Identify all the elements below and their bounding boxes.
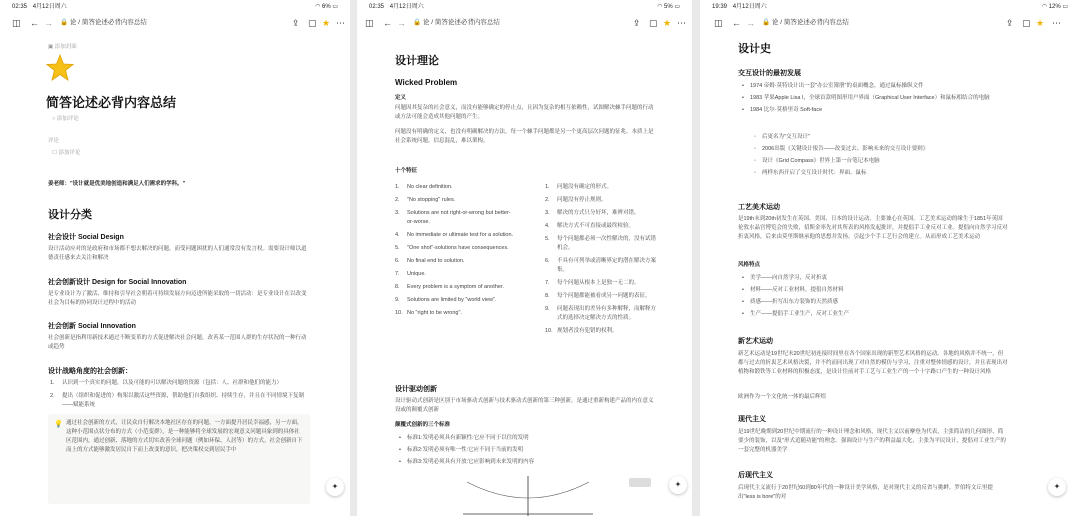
forward-arrow-icon[interactable]: →	[746, 18, 755, 28]
diagram-image	[453, 474, 603, 516]
list-item: • 美学——向自然学习，反对折衷	[740, 274, 1010, 283]
criteria-list	[397, 434, 659, 470]
back-arrow-icon[interactable]: ←	[383, 18, 392, 28]
page-content	[700, 40, 1080, 516]
property-add-comment[interactable]: ☐ 添加评论	[52, 150, 81, 156]
toolbar	[0, 14, 350, 32]
social-innovation-design-text: 是专业设计为了激活、维持和引导社会朝着可持续发展方向迈进所能采取的一切活动：是专业设计在以改变社会为目标的协同设计过程中的活动	[48, 291, 307, 306]
list-item: • 1984 比尔·莫格里奇 Soft-face	[740, 106, 1010, 115]
page-content	[357, 40, 692, 516]
star-emoji-icon[interactable]	[46, 54, 74, 82]
list-item: 4. 解决方式不可直接或最终检验。	[545, 223, 635, 229]
definition-label: 定义	[395, 95, 407, 101]
list-item: 6. 不具有可列举或清晰界定的潜在解决方案集。	[545, 258, 657, 273]
ai-sparkle-icon[interactable]: ✦	[669, 476, 687, 494]
ai-sparkle-icon[interactable]: ✦	[326, 478, 344, 496]
toolbar	[357, 14, 692, 32]
battery-percent: 5%	[663, 4, 673, 10]
panel-left	[0, 0, 350, 516]
list-item: 7. 每个问题从根本上是独一无二的。	[545, 280, 640, 286]
status-bar	[357, 0, 692, 14]
strategy-heading: 设计战略角度的社会创新：	[48, 368, 132, 375]
battery-percent: 12%	[1048, 4, 1061, 10]
battery-percent: 6%	[321, 4, 331, 10]
list-item: 1. 认识到一个真实的问题，以及可能的可以解决问题的资源（包括：人、社群和他们的能力）	[50, 380, 283, 386]
definition-text-1: 问题因其复杂的社会意义，而没有能够确定的停止点，且因为复杂的相互依赖性，试图解决棘手问题的行动或方法可能会造成其他问题的产生。	[395, 105, 654, 120]
postmodernism-heading: 后现代主义	[738, 472, 773, 479]
battery-icon: ▭	[674, 4, 680, 10]
list-item: 7. Unique.	[395, 271, 426, 277]
modernism-text: 是19世纪晚期到20世纪中期流行的一种设计理念和风格，现代主义以前摩登为代表，主张简洁的几何图形、简要少的装饰，以及"形式追随功能"的理念。强调设计与生产的利益最大化，主张为平民设计，提倡对工业生产的一套完整的机器美学	[738, 429, 1006, 453]
add-cover-button[interactable]: ▣ 添加封面	[48, 44, 77, 50]
list-item: 2. "No stopping" rules.	[395, 197, 456, 203]
list-item: 9. 问题表现出的差异有多种解释，而解释方式的选择决定解决方式的性质。	[545, 306, 657, 321]
breadcrumb-root[interactable]: 论	[771, 19, 779, 26]
list-item: 8. 每个问题都能被看成另一问题的表征。	[545, 293, 651, 299]
status-date: 4月12日周六	[732, 4, 767, 10]
list-item: 1. 问题没有确定的形式。	[545, 184, 613, 190]
breadcrumb[interactable]: 🔒 论 / 简答论述必背内容总结	[60, 19, 147, 26]
ai-sparkle-icon[interactable]: ✦	[1048, 478, 1066, 496]
sidebar-icon[interactable]: ◫	[714, 18, 723, 28]
back-arrow-icon[interactable]: ←	[732, 18, 741, 28]
property-value[interactable]: 添加评论	[58, 150, 81, 156]
design-driven-heading: 设计驱动创新	[395, 386, 437, 393]
list-item: ◦ 设计《Grid Compass》世界上第一台笔记本电脑	[752, 157, 1010, 166]
status-right	[315, 0, 338, 14]
social-innovation-heading: 社会创新 Social Innovation	[48, 323, 136, 330]
back-arrow-icon[interactable]: ←	[30, 18, 39, 28]
status-time: 02:35	[369, 4, 385, 10]
panel-middle	[357, 0, 692, 516]
status-bar	[0, 0, 350, 14]
list-item: • 质感——折写出东方装饰的天然质感	[740, 298, 1010, 307]
share-icon[interactable]: ⇪	[292, 18, 300, 28]
art-nouveau-text: 新艺术运动是19世纪末20世纪初连接时间里在各个国家出现的新型艺术风格的运动。各地的风格并不统一，但都与过去的折衷艺术风格决裂，并不约而同出现了对自然的模仿与学习，注重对整体情感的设计，并且表现出对植物和锻铁等工业材料的积极态度，是设计往前对手工艺与工业生产的一个十字路口产生的一种设计风格	[738, 351, 1008, 375]
art-nouveau-heading: 新艺术运动	[738, 338, 773, 345]
status-date: 4月12日周六	[389, 4, 424, 10]
star-icon[interactable]: ★	[1036, 18, 1045, 28]
arts-crafts-text: 是19th末到20th初发生在英国、美国、日本的设计运动，主要兼心在英国。工艺美术运动的缘生于1851年英国伦敦水晶宫博览会的失败，招斯金率先对其所表的风格发起批评，并提倡手工业反对工业。提倡向自然学习反对折衷风格，后来由莫里斯继承他的思想并发扬。引起少个手工艺行会的建立。从而形成工艺美术运动	[738, 216, 1008, 240]
section-title: 设计史	[738, 43, 771, 55]
add-comment-label[interactable]: 添加评论	[56, 116, 79, 122]
list-item: ◦ 后更名为"交互设计"	[752, 133, 1010, 142]
wifi-icon: ◠	[315, 4, 321, 10]
list-item: • 标准2:发明必须有唯一性:它应不同于当前的发明	[397, 446, 659, 455]
social-innovation-design-heading: 社会创新设计 Design for Social Innovation	[48, 279, 187, 286]
star-icon[interactable]: ★	[663, 18, 672, 28]
share-icon[interactable]: ⇪	[1006, 18, 1014, 28]
list-item: 2. 提出（组织和促进的）构架以激活这些资源，帮助他们自我组织、持续生存，并且在不同情境下复制——赋能系统	[50, 393, 305, 408]
more-icon[interactable]: ⋯	[677, 18, 686, 28]
list-item: 3. Solutions are not right-or-wrong but better-or-worse.	[395, 210, 511, 225]
definition-text-2: 问题没有明确的定义，也没有明确解决的方法。每一个棘手问题都是另一个更高层次问题的征兆。本质上是社会系统问题，信息混乱，难以架构。	[395, 129, 654, 144]
design-driven-text: 设计驱动式创新是区别于市场驱动式创新与技术驱动式创新的第三种创新，是通过重新构建产品的内在意义设或的颠覆式创新	[395, 398, 654, 413]
add-comment-button[interactable]: ○ 添加评论	[52, 116, 79, 122]
section-title: 设计理论	[395, 55, 439, 67]
list-item: 2. 问题没有停止规则。	[545, 197, 607, 203]
arts-crafts-heading: 工艺美术运动	[738, 204, 780, 211]
list-item: 9. Solutions are limited by "world view".	[395, 297, 497, 303]
breadcrumb[interactable]: 🔒 论 / 简答论述必背内容总结	[413, 19, 500, 26]
art-nouveau-text-2: 欧洲作为一个文化统一体的最后辉煌	[738, 394, 827, 400]
add-cover-label[interactable]: 添加封面	[54, 44, 77, 50]
list-item: 6. No final end to solution.	[395, 258, 465, 264]
list-item: 4. No immediate or ultimate test for a solution.	[395, 232, 514, 238]
quote-text: 姜老师："设计就是优美地创造和满足人们需求的学科。"	[48, 181, 186, 187]
early-sublist	[752, 133, 1010, 181]
three-criteria-label: 颠覆式创新的三个标准	[395, 422, 451, 428]
toolbar	[700, 14, 1080, 32]
comment-icon[interactable]: ▢	[1022, 18, 1031, 28]
postmodernism-text: 后现代主义流行于20世纪60到80年代的一种设计美学风格，是对现代主义的反省与挑衅。罗伯特文丘里提出"less is bore"的对	[738, 485, 993, 500]
callout-block	[48, 414, 310, 504]
share-icon[interactable]: ⇪	[633, 18, 641, 28]
list-item: • 材料——反对工业材料，提倡自然材料	[740, 286, 1010, 295]
status-right	[657, 0, 680, 14]
status-time: 19:39	[712, 4, 728, 10]
list-item: • 1974 帝姆·莫特设计出一套"办公室簿册"的桌面概念，通过鼠标操纵文件	[740, 82, 1010, 91]
section-heading: 设计分类	[48, 209, 92, 221]
comment-icon[interactable]: ▢	[308, 18, 317, 28]
list-item: • 标准3:发明必须具有开放:它应影响到未来发明的内容	[397, 458, 659, 467]
social-design-text: 设计活动应对的是政府和市场都不想去解决的问题，而受问题困扰的人们通常没有发言权。需要设计师以道德责任感来去关注和解决	[48, 246, 307, 261]
breadcrumb-root[interactable]: 论	[422, 19, 430, 26]
list-item: ◦ 两样东西开启了交互设计时代：界面、鼠标	[752, 169, 1010, 178]
battery-icon: ▭	[332, 4, 338, 10]
list-item: • 1983 苹果Apple Lisa I，全球首款明图形用户界面（Graphical User Interface）和鼠标相结合的电脑	[740, 94, 1010, 103]
more-icon[interactable]: ⋯	[336, 18, 345, 28]
list-item: 1. No clear definition.	[395, 184, 453, 190]
panel-right	[700, 0, 1080, 516]
status-bar	[700, 0, 1080, 14]
features-en-list	[395, 183, 515, 322]
breadcrumb-root[interactable]: 论	[69, 19, 77, 26]
lightbulb-icon: 💡	[54, 421, 63, 428]
sidebar-icon[interactable]: ◫	[365, 18, 374, 28]
early-list	[740, 82, 1010, 118]
more-icon[interactable]: ⋯	[1052, 18, 1061, 28]
style-label: 风格特点	[738, 262, 761, 268]
star-icon[interactable]: ★	[322, 18, 331, 28]
comment-icon[interactable]: ▢	[649, 18, 658, 28]
early-heading: 交互设计的最初发展	[738, 70, 801, 77]
wicked-problem-heading: Wicked Problem	[395, 78, 458, 87]
status-date: 4月12日周六	[32, 4, 67, 10]
list-item: • 生产——提倡手工业生产，反对工业生产	[740, 310, 1010, 319]
status-time: 02:35	[12, 4, 28, 10]
breadcrumb[interactable]: 🔒 论 / 简答论述必背内容总结	[762, 19, 849, 26]
page-title: 简答论述必背内容总结	[46, 95, 177, 110]
style-list	[740, 274, 1010, 322]
list-item: 10. No "right to be wrong".	[395, 310, 462, 316]
battery-icon: ▭	[1062, 4, 1068, 10]
property-label: 评论	[48, 138, 60, 144]
list-item: 5. 每个问题都必须一次性解决的，没有试错机会。	[545, 236, 657, 251]
callout-text: 通过社会创新的方式，让民众自行解决本地社区存在的问题，一方面提升居民幸福感，另一方面，这种小范围点状分布的方式（小范变群），是一种能够将全球发展的宏观意义问题具象到的具体社区范围内，通过创新、落地的方式切实改善全球问题（例如环保、人居等）的方式。社会创新自下而上的方式能够激发居民自下而上改变的意识，把决策权交到居民手中	[66, 420, 303, 453]
forward-arrow-icon[interactable]: →	[397, 18, 406, 28]
social-innovation-text: 社会创新是指利用新技术通过不断变革的方式促进解决社会问题，改善某一范围人群的生存状况的一种行动或趋势	[48, 335, 307, 350]
wifi-icon: ◠	[1041, 4, 1047, 10]
list-item: 3. 解决的方式只分好坏，难辨对错。	[545, 210, 640, 216]
modernism-heading: 现代主义	[738, 416, 766, 423]
social-design-heading: 社会设计 Social Design	[48, 234, 124, 241]
sidebar-icon[interactable]: ◫	[12, 18, 21, 28]
list-item: 5. "One shot"-solutions have consequences.	[395, 245, 509, 251]
features-cn-list	[545, 183, 661, 340]
list-item: 10. 规划者没有犯错的权利。	[545, 328, 618, 334]
forward-arrow-icon[interactable]: →	[44, 18, 53, 28]
wifi-icon: ◠	[657, 4, 663, 10]
status-right	[1042, 0, 1068, 14]
breadcrumb-page[interactable]: 简答论述必背内容总结	[81, 19, 147, 26]
list-item: ◦ 2006出版《关键设计报告——改变过去、影响未来的交互设计要则》	[752, 145, 1010, 154]
breadcrumb-page[interactable]: 简答论述必背内容总结	[434, 19, 500, 26]
list-item: • 标准1:发明必须具有新颖性:它应不同于以往的发明	[397, 434, 659, 443]
list-item: 8. Every problem is a symptom of another.	[395, 284, 504, 290]
ten-features-label: 十个特征	[395, 168, 418, 174]
breadcrumb-page[interactable]: 简答论述必背内容总结	[783, 19, 849, 26]
scroll-handle[interactable]	[629, 478, 651, 487]
